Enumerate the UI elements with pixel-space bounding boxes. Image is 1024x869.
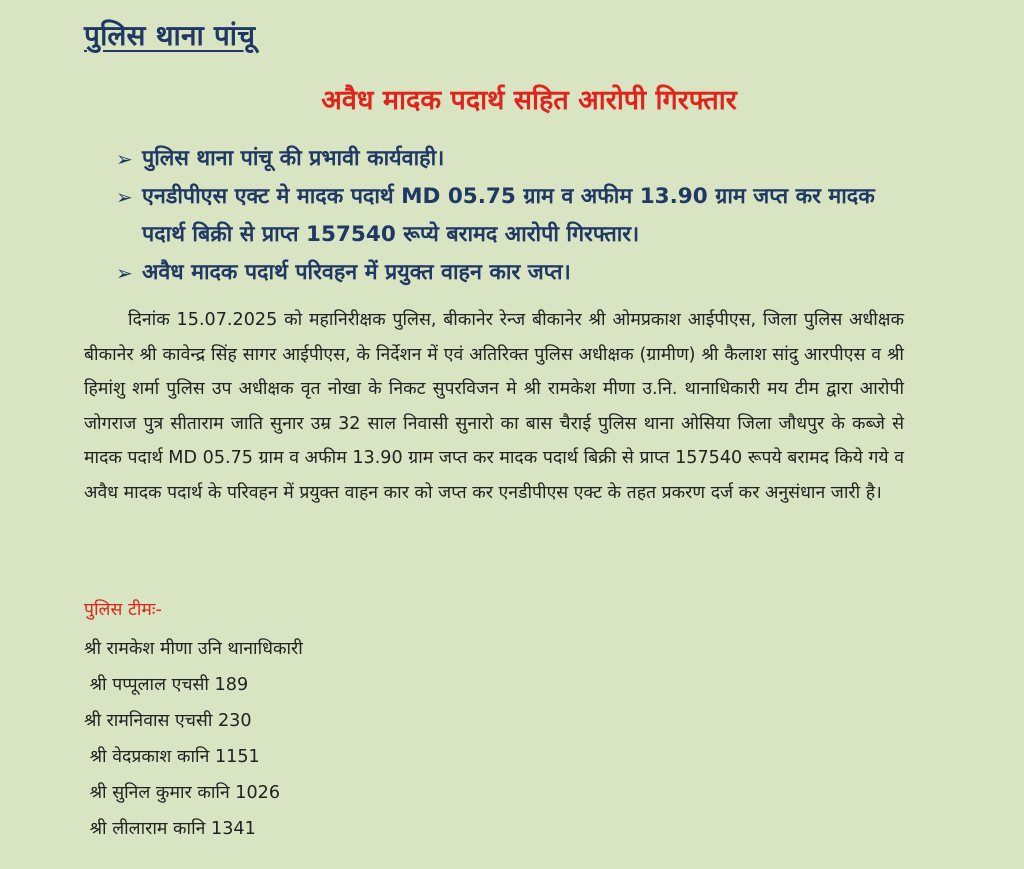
- team-member: श्री रामनिवास एचसी 230: [84, 711, 252, 731]
- team-heading: पुलिस टीमः-: [84, 600, 162, 620]
- highlight-item: [116, 178, 906, 254]
- highlight-item: [116, 254, 906, 292]
- highlights-list: [116, 140, 906, 292]
- highlight-item: [116, 140, 906, 178]
- body-paragraph: दिनांक 15.07.2025 को महानिरीक्षक पुलिस, बीकानेर रेन्ज बीकानेर श्री ओमप्रकाश आईपीएस, जिला पुलिस अधीक्षक बीकानेर श्री कावेन्द्र सिंह सागर आईपीएस, के निर्देशन में एवं अतिरिक्त पुलिस अधीक्षक (ग्रामीण) श्री कैलाश सांदु आरपीएस व श्री हिमांशु शर्मा पुलिस उप अधीक्षक वृत नोखा के निकट सुपरविजन मे श्री रामकेश मीणा उ.नि. थानाधिकारी मय टीम द्वारा आरोपी जोगराज पुत्र सीताराम जाति सुनार उम्र 32 साल निवासी सुनारो का बास चैराई पुलिस थाना ओसिया जिला जौधपुर के कब्जे से मादक पदार्थ MD 05.75 ग्राम व अफीम 13.90 ग्राम जप्त कर मादक पदार्थ बिक्री से प्राप्त 157540 रूपये बरामद किये गये व अवैध मादक पदार्थ के परिवहन में प्रयुक्त वाहन कार को जप्त कर एनडीपीएस एक्ट के तहत प्रकरण दर्ज कर अनुसंधान जारी है।: [84, 310, 904, 503]
- team-list: [84, 634, 303, 850]
- highlight-text: एनडीपीएस एक्ट मे मादक पदार्थ MD 05.75 ग्राम व अफीम 13.90 ग्राम जप्त कर मादक पदार्थ बिक्री से प्राप्त 157540 रूप्ये बरामद आरोपी गिरफ्तार।: [142, 184, 875, 247]
- team-member: श्री लीलाराम कानि 1341: [84, 819, 256, 839]
- team-member: श्री रामकेश मीणा उनि थानाधिकारी: [84, 639, 303, 659]
- highlight-text: अवैध मादक पदार्थ परिवहन में प्रयुक्त वाहन कार जप्त।: [142, 260, 571, 285]
- team-member: श्री पप्पूलाल एचसी 189: [84, 675, 249, 695]
- station-title: पुलिस थाना पांचू: [84, 19, 256, 52]
- highlight-text: पुलिस थाना पांचू की प्रभावी कार्यवाही।: [142, 146, 445, 171]
- headline: अवैध मादक पदार्थ सहित आरोपी गिरफ्तार: [321, 85, 737, 116]
- arrow-bullet-icon: ➢: [116, 185, 133, 209]
- arrow-bullet-icon: ➢: [116, 147, 133, 171]
- arrow-bullet-icon: ➢: [116, 261, 133, 285]
- team-member: श्री वेदप्रकाश कानि 1151: [84, 747, 260, 767]
- team-member: श्री सुनिल कुमार कानि 1026: [84, 783, 281, 803]
